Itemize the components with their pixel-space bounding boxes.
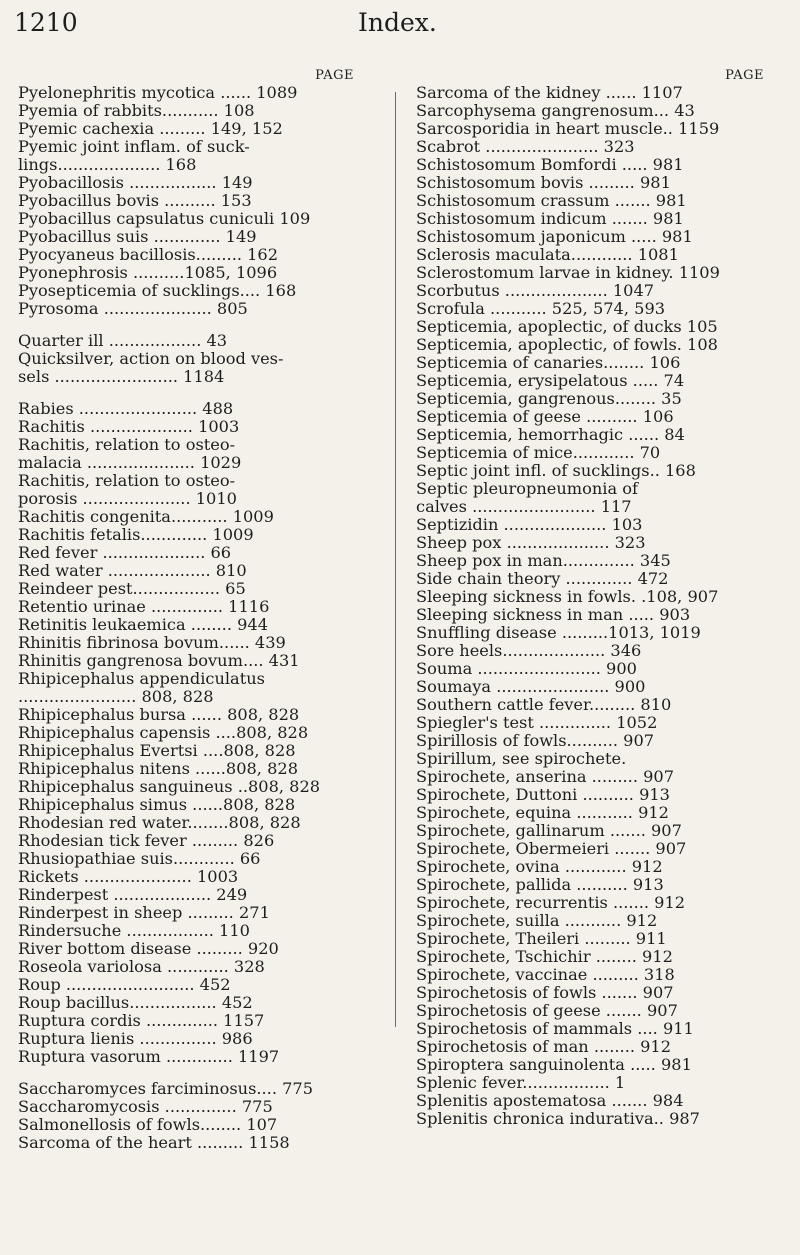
index-entry: Septicemia of canaries........ 106 — [416, 353, 681, 372]
left-column — [18, 68, 354, 1152]
index-entry: Red fever .................... 66 — [18, 543, 232, 562]
index-entry: Roup ......................... 452 — [18, 975, 231, 994]
index-entry: Spirochete, gallinarum ....... 907 — [416, 821, 682, 840]
index-entry: River bottom disease ......... 920 — [18, 939, 279, 958]
index-entry: Rhipicephalus capensis ....808, 828 — [18, 723, 309, 742]
index-entry: Rachitis congenita........... 1009 — [18, 507, 274, 526]
index-entry: Sore heels.................... 346 — [416, 641, 642, 660]
index-entry: Sheep pox in man.............. 345 — [416, 551, 671, 570]
index-entry: Scrofula ........... 525, 574, 593 — [416, 299, 666, 318]
index-entry: Retentio urinae .............. 1116 — [18, 597, 270, 616]
index-entry: Sarcosporidia in heart muscle.. 1159 — [416, 119, 720, 138]
right-column — [416, 68, 764, 1128]
index-entry: Spirillosis of fowls.......... 907 — [416, 731, 655, 750]
section-gap — [18, 318, 354, 332]
index-entry: Rhipicephalus bursa ...... 808, 828 — [18, 705, 300, 724]
index-entry: Spiegler's test .............. 1052 — [416, 713, 658, 732]
index-entry: Rinderpest in sheep ......... 271 — [18, 903, 270, 922]
index-entry: Ruptura vasorum ............. 1197 — [18, 1047, 280, 1066]
index-entry: Pyobacillus suis ............. 149 — [18, 227, 257, 246]
index-entry: Spirochete, Duttoni .......... 913 — [416, 785, 670, 804]
index-entry: Rhipicephalus nitens ......808, 828 — [18, 759, 298, 778]
index-entry: Rachitis, relation to osteo- — [18, 471, 236, 490]
index-entry: Rhipicephalus simus ......808, 828 — [18, 795, 296, 814]
index-entry: Spirochete, anserina ......... 907 — [416, 767, 675, 786]
index-entry: Sclerosis maculata............ 1081 — [416, 245, 679, 264]
index-entry: Spirochete, pallida .......... 913 — [416, 875, 664, 894]
index-entry: Retinitis leukaemica ........ 944 — [18, 615, 269, 634]
index-entry: Schistosomum japonicum ..... 981 — [416, 227, 693, 246]
page-number: 1210 — [14, 8, 78, 37]
index-entry: Spirochete, vaccinae ......... 318 — [416, 965, 675, 984]
index-entry: Rinderpest ................... 249 — [18, 885, 248, 904]
index-entry: Septicemia, apoplectic, of ducks 105 — [416, 317, 718, 336]
index-entry: Septicemia, hemorrhagic ...... 84 — [416, 425, 685, 444]
index-entry: Spirochete, Theileri ......... 911 — [416, 929, 667, 948]
index-entry: Rhinitis gangrenosa bovum.... 431 — [18, 651, 300, 670]
index-entry: Sarcoma of the heart ......... 1158 — [18, 1133, 290, 1152]
index-entry: Septicemia of geese .......... 106 — [416, 407, 674, 426]
index-entry: Septicemia, apoplectic, of fowls. 108 — [416, 335, 718, 354]
index-entry: Sheep pox .................... 323 — [416, 533, 646, 552]
index-entry: Ruptura cordis .............. 1157 — [18, 1011, 265, 1030]
index-entry: Rickets ..................... 1003 — [18, 867, 239, 886]
index-entry: Spirochete, recurrentis ....... 912 — [416, 893, 686, 912]
index-entry: Spirochetosis of man ........ 912 — [416, 1037, 672, 1056]
index-entry: Splenitis chronica indurativa.. 987 — [416, 1109, 700, 1128]
index-entry: Rhinitis fibrinosa bovum...... 439 — [18, 633, 286, 652]
index-entry: Scorbutus .................... 1047 — [416, 281, 655, 300]
index-entry: Pyonephrosis ..........1085, 1096 — [18, 263, 278, 282]
index-entry: porosis ..................... 1010 — [18, 489, 237, 508]
index-entry: Spirochete, ovina ............ 912 — [416, 857, 663, 876]
index-entry: Septicemia, erysipelatous ..... 74 — [416, 371, 685, 390]
index-entry: calves ........................ 117 — [416, 497, 632, 516]
index-entry: Snuffling disease .........1013, 1019 — [416, 623, 701, 642]
index-entry: Roseola variolosa ............ 328 — [18, 957, 265, 976]
page-column-label: PAGE — [725, 68, 764, 83]
index-entry: Rindersuche ................. 110 — [18, 921, 250, 940]
index-entry: Rachitis .................... 1003 — [18, 417, 240, 436]
index-entry: Souma ........................ 900 — [416, 659, 637, 678]
index-entries-right — [416, 84, 764, 1128]
index-entry: Pyobacillus bovis .......... 153 — [18, 191, 252, 210]
index-entry: Sleeping sickness in man ..... 903 — [416, 605, 691, 624]
index-entry: malacia ..................... 1029 — [18, 453, 242, 472]
index-entry: Spirochetosis of mammals .... 911 — [416, 1019, 694, 1038]
index-entry: Rhodesian tick fever ......... 826 — [18, 831, 275, 850]
index-entry: Schistosomum bovis ......... 981 — [416, 173, 671, 192]
index-entry: sels ........................ 1184 — [18, 367, 225, 386]
index-entry: Reindeer pest................. 65 — [18, 579, 246, 598]
index-entry: Splenic fever................. 1 — [416, 1073, 626, 1092]
index-entry: Rabies ....................... 488 — [18, 399, 234, 418]
index-entry: Rhipicephalus sanguineus ..808, 828 — [18, 777, 321, 796]
index-entry: Saccharomyces farciminosus.... 775 — [18, 1079, 314, 1098]
index-entry: Septicemia of mice............ 70 — [416, 443, 661, 462]
index-entry: Pyelonephritis mycotica ...... 1089 — [18, 83, 298, 102]
index-entry: Pyosepticemia of sucklings.... 168 — [18, 281, 297, 300]
index-entry: Rhodesian red water........808, 828 — [18, 813, 301, 832]
index-entry: Rachitis fetalis............. 1009 — [18, 525, 254, 544]
index-entry: Spiroptera sanguinolenta ..... 981 — [416, 1055, 692, 1074]
index-entries-left — [18, 84, 354, 1152]
index-entry: Spirochetosis of fowls ....... 907 — [416, 983, 674, 1002]
index-entry: Pyrosoma ..................... 805 — [18, 299, 248, 318]
running-head: Index. — [358, 8, 437, 37]
index-entry: Spirillum, see spirochete. — [416, 749, 627, 768]
index-entry: Southern cattle fever......... 810 — [416, 695, 672, 714]
column-divider — [395, 92, 396, 1027]
index-entry: ....................... 808, 828 — [18, 687, 214, 706]
index-entry: Septicemia, gangrenous........ 35 — [416, 389, 682, 408]
index-entry: Sarcoma of the kidney ...... 1107 — [416, 83, 683, 102]
index-entry: Pyobacillosis ................. 149 — [18, 173, 253, 192]
index-entry: Schistosomum crassum ....... 981 — [416, 191, 687, 210]
section-gap — [18, 1066, 354, 1080]
index-entry: Septic joint infl. of sucklings.. 168 — [416, 461, 696, 480]
index-entry: Pyemia of rabbits........... 108 — [18, 101, 255, 120]
index-entry: Pyemic cachexia ......... 149, 152 — [18, 119, 283, 138]
index-entry: Roup bacillus................. 452 — [18, 993, 253, 1012]
index-entry: Ruptura lienis ............... 986 — [18, 1029, 253, 1048]
index-entry: Sclerostomum larvae in kidney. 1109 — [416, 263, 720, 282]
index-entry: Schistosomum Bomfordi ..... 981 — [416, 155, 684, 174]
index-entry: Pyobacillus capsulatus cuniculi 109 — [18, 209, 311, 228]
index-entry: Spirochetosis of geese ....... 907 — [416, 1001, 678, 1020]
index-entry: Septizidin .................... 103 — [416, 515, 643, 534]
index-entry: Pyocyaneus bacillosis......... 162 — [18, 245, 279, 264]
index-entry: Schistosomum indicum ....... 981 — [416, 209, 684, 228]
index-entry: Saccharomycosis .............. 775 — [18, 1097, 273, 1116]
index-entry: Rachitis, relation to osteo- — [18, 435, 236, 454]
index-entry: Soumaya ...................... 900 — [416, 677, 646, 696]
section-gap — [18, 386, 354, 400]
index-entry: Salmonellosis of fowls........ 107 — [18, 1115, 278, 1134]
index-entry: Spirochete, suilla ........... 912 — [416, 911, 658, 930]
index-entry: Spirochete, Obermeieri ....... 907 — [416, 839, 687, 858]
index-entry: Side chain theory ............. 472 — [416, 569, 669, 588]
index-entry: Pyemic joint inflam. of suck- — [18, 137, 250, 156]
index-entry: Quicksilver, action on blood ves- — [18, 349, 284, 368]
index-entry: Septic pleuropneumonia of — [416, 479, 638, 498]
index-entry: Quarter ill .................. 43 — [18, 331, 228, 350]
index-entry: Splenitis apostematosa ....... 984 — [416, 1091, 684, 1110]
index-entry: Red water .................... 810 — [18, 561, 247, 580]
index-entry: Scabrot ...................... 323 — [416, 137, 635, 156]
page-column-label: PAGE — [315, 68, 354, 83]
index-entry: Rhipicephalus Evertsi ....808, 828 — [18, 741, 296, 760]
index-entry: Sarcophysema gangrenosum... 43 — [416, 101, 695, 120]
index-entry: Rhusiopathiae suis............ 66 — [18, 849, 261, 868]
index-entry: lings.................... 168 — [18, 155, 197, 174]
index-entry: Rhipicephalus appendiculatus — [18, 669, 265, 688]
index-entry: Sleeping sickness in fowls. .108, 907 — [416, 587, 719, 606]
index-entry: Spirochete, equina ........... 912 — [416, 803, 669, 822]
index-entry: Spirochete, Tschichir ........ 912 — [416, 947, 673, 966]
